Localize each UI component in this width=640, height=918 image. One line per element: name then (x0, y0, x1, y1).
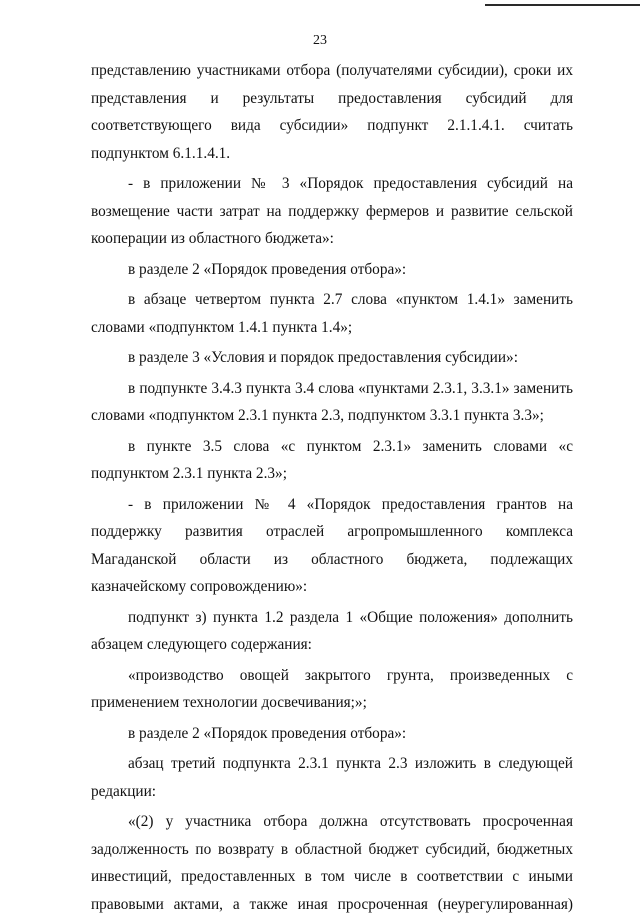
paragraph-12: абзац третий подпункта 2.3.1 пункта 2.3 изложить в следующей редакции: (91, 755, 573, 800)
paragraph-2: - в приложении № 3 «Порядок предоставления субсидий на возмещение части затрат на поддержку фермеров и развитие сельской кооперации из областного бюджета»: (91, 175, 573, 247)
page-number: 23 (313, 33, 327, 48)
paragraph-6: в подпункте 3.4.3 пункта 3.4 слова «пунктами 2.3.1, 3.3.1» заменить словами «подпунктом 2.3.1 пункта 2.3, подпунктом 3.3.1 пункта 3.3»; (91, 379, 573, 424)
paragraph-3: в разделе 2 «Порядок проведения отбора»: (128, 260, 407, 278)
paragraph-5: в разделе 3 «Условия и порядок предоставления субсидии»: (128, 349, 518, 366)
paragraph-13: «(2) у участника отбора должна отсутствовать просроченная задолженность по возврату в областной бюджет субсидий, бюджетных инвестиций, предоставленных в том числе в соответствии с иными правовыми актами, а также иная просроченная (неурегулированная) (91, 813, 573, 913)
paragraph-9: подпункт з) пункта 1.2 раздела 1 «Общие положения» дополнить абзацем следующего содержания: (91, 608, 573, 653)
paragraph-11: в разделе 2 «Порядок проведения отбора»: (128, 724, 407, 742)
scan-edge-mark (485, 4, 640, 6)
paragraph-8: - в приложении № 4 «Порядок предоставления грантов на поддержку развития отраслей агропромышленного комплекса Магаданской области из областного бюджета, подлежащих казначейскому сопровождению»: (91, 495, 573, 595)
paragraph-1: представлению участниками отбора (получателями субсидии), сроки их представления и результаты предоставления субсидий для соответствующего вида субсидии» подпункт 2.1.1.4.1. считать подпунктом 6.1.1.4.1. (91, 62, 573, 162)
paragraph-4: в абзаце четвертом пункта 2.7 слова «пунктом 1.4.1» заменить словами «подпунктом 1.4.1 пункта 1.4»; (91, 291, 573, 336)
paragraph-10: «производство овощей закрытого грунта, произведенных с применением технологии досвечивания;»; (91, 666, 573, 711)
document-body (91, 57, 573, 918)
paragraph-7: в пункте 3.5 слова «с пунктом 2.3.1» заменить словами «с подпунктом 2.3.1 пункта 2.3»; (91, 437, 573, 482)
